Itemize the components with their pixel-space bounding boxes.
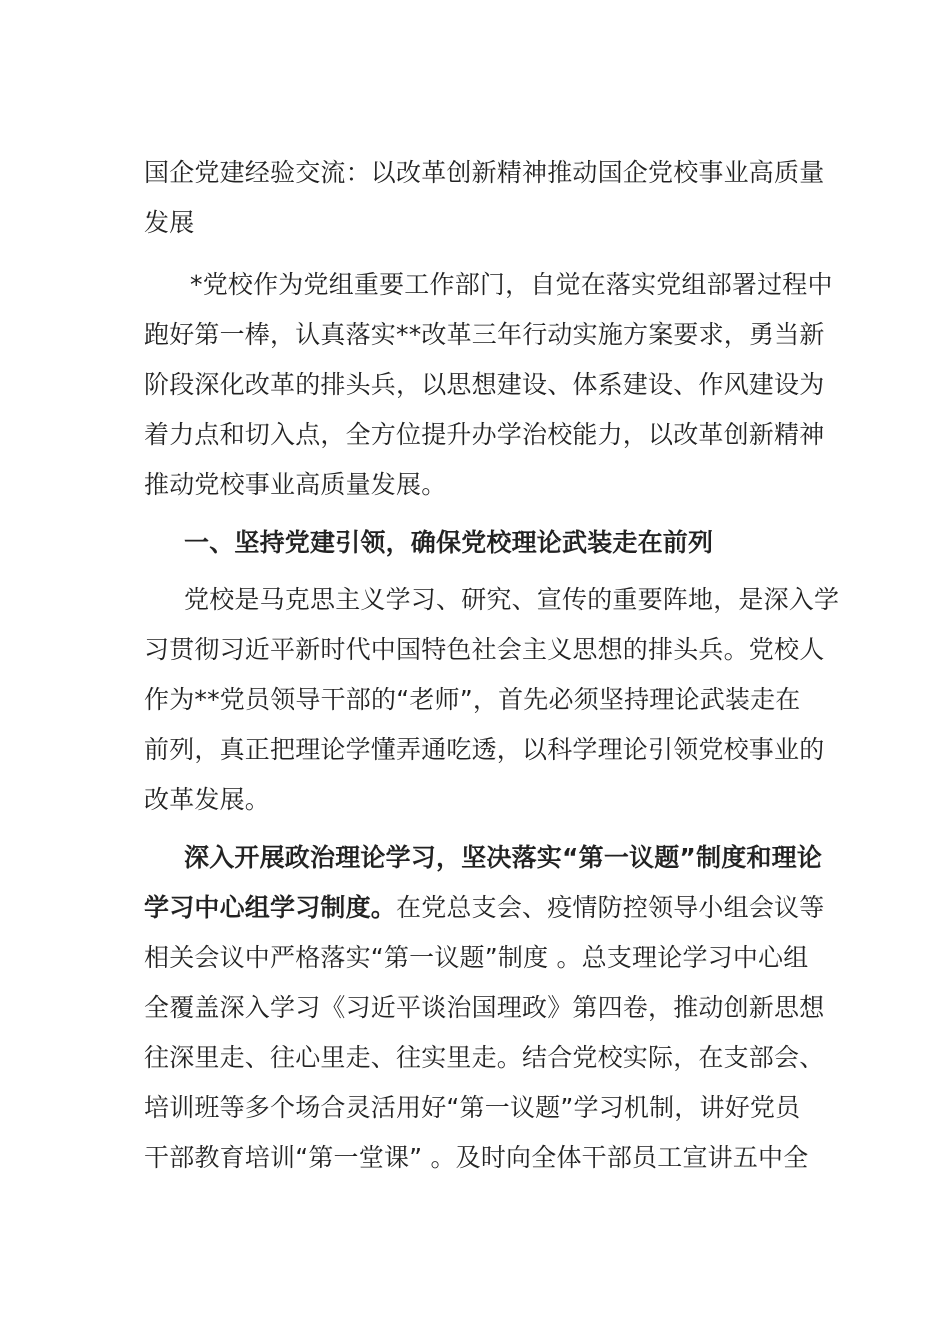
subsection-bold-line-1: 深入开展政治理论学习，坚决落实“第一议题”制度和理论 xyxy=(184,843,823,872)
subsection-bold-lead: 学习中心组学习制度。 xyxy=(144,893,397,922)
section-para-line-1: 党校是马克思主义学习、研究、宣传的重要阵地，是深入学 xyxy=(184,585,840,614)
subsection-line-2 xyxy=(144,893,824,923)
document-page xyxy=(144,0,840,1344)
section-para-line-3: 作为**党员领导干部的“老师”，首先必须坚持理论武装走在 xyxy=(144,685,801,714)
section-para-line-4: 前列，真正把理论学懂弄通吃透，以科学理论引领党校事业的 xyxy=(144,735,825,764)
doc-title-line-1: 国企党建经验交流：以改革创新精神推动国企党校事业高质量 xyxy=(144,158,825,187)
subsection-line-7: 干部教育培训“第一堂课” 。及时向全体干部员工宣讲五中全 xyxy=(144,1143,809,1172)
intro-line-1: *党校作为党组重要工作部门，自觉在落实党组部署过程中 xyxy=(190,270,833,299)
section-para-line-2: 习贯彻习近平新时代中国特色社会主义思想的排头兵。党校人 xyxy=(144,635,825,664)
subsection-rest-text: 在党总支会、疫情防控领导小组会议等 xyxy=(396,893,825,922)
intro-line-2: 跑好第一棒，认真落实**改革三年行动实施方案要求，勇当新 xyxy=(144,320,825,349)
intro-line-4: 着力点和切入点，全方位提升办学治校能力，以改革创新精神 xyxy=(144,420,825,449)
subsection-line-3: 相关会议中严格落实“第一议题”制度 。总支理论学习中心组 xyxy=(144,943,809,972)
section-heading: 一、坚持党建引领，确保党校理论武装走在前列 xyxy=(184,528,714,557)
subsection-line-4: 全覆盖深入学习《习近平谈治国理政》第四卷，推动创新思想 xyxy=(144,993,825,1022)
subsection-line-6: 培训班等多个场合灵活用好“第一议题”学习机制，讲好党员 xyxy=(144,1093,801,1122)
doc-title-line-2: 发展 xyxy=(144,208,195,237)
intro-line-3: 阶段深化改革的排头兵，以思想建设、体系建设、作风建设为 xyxy=(144,370,825,399)
section-para-line-5: 改革发展。 xyxy=(144,785,271,814)
subsection-line-5: 往深里走、往心里走、往实里走。结合党校实际，在支部会、 xyxy=(144,1043,825,1072)
intro-line-5: 推动党校事业高质量发展。 xyxy=(144,470,447,499)
